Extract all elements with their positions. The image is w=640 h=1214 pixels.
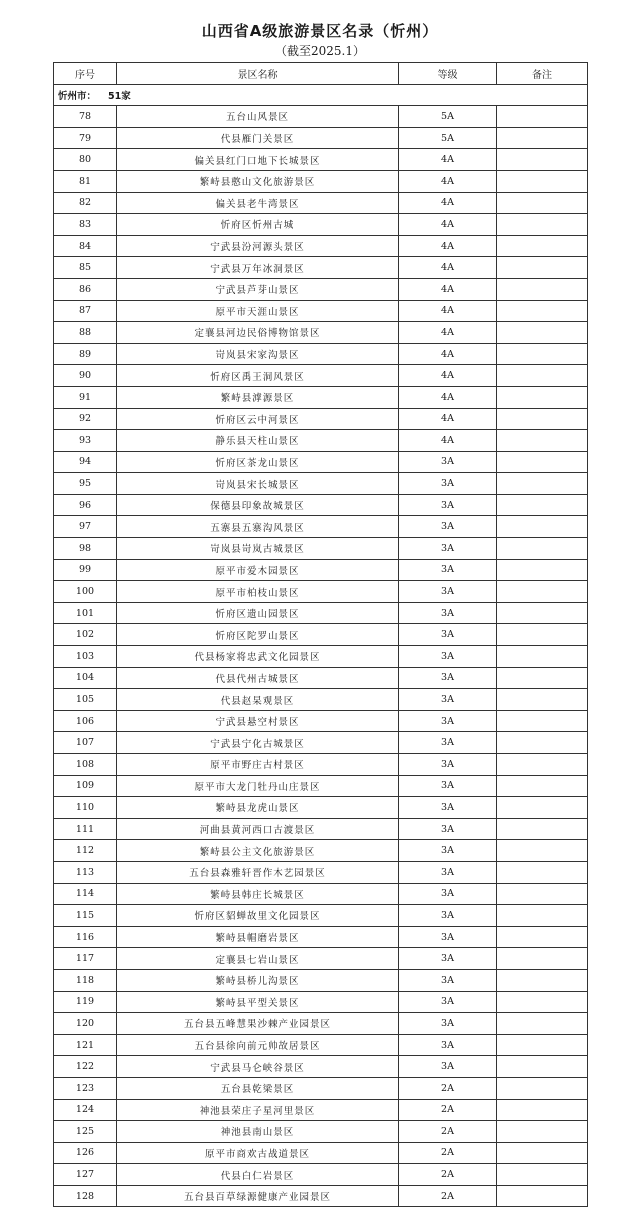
name-cell: 繁峙县公主文化旅游景区	[117, 840, 399, 862]
level-cell: 3A	[399, 581, 497, 603]
note-cell	[497, 754, 588, 776]
name-cell: 原平市柏枝山景区	[117, 581, 399, 603]
level-cell: 2A	[399, 1185, 497, 1207]
note-cell	[497, 667, 588, 689]
level-cell: 4A	[399, 214, 497, 236]
level-cell: 4A	[399, 430, 497, 452]
seq-cell: 111	[54, 818, 117, 840]
seq-cell: 89	[54, 343, 117, 365]
level-cell: 3A	[399, 1056, 497, 1078]
city-label: 忻州市：	[58, 90, 97, 102]
seq-cell: 125	[54, 1121, 117, 1143]
note-cell	[497, 300, 588, 322]
level-cell: 3A	[399, 667, 497, 689]
name-cell: 繁峙县滹源景区	[117, 386, 399, 408]
level-cell: 3A	[399, 516, 497, 538]
table-row	[54, 1034, 588, 1056]
note-cell	[497, 1013, 588, 1035]
table-row	[54, 905, 588, 927]
seq-cell: 97	[54, 516, 117, 538]
name-cell: 五台县乾梁景区	[117, 1077, 399, 1099]
name-cell: 定襄县河边民俗博物馆景区	[117, 322, 399, 344]
note-cell	[497, 710, 588, 732]
table-row	[54, 754, 588, 776]
name-cell: 定襄县七岩山景区	[117, 948, 399, 970]
table-row	[54, 214, 588, 236]
level-cell: 3A	[399, 861, 497, 883]
table-row	[54, 408, 588, 430]
name-cell: 代县雁门关景区	[117, 127, 399, 149]
seq-cell: 96	[54, 494, 117, 516]
table-row	[54, 1013, 588, 1035]
note-cell	[497, 106, 588, 128]
table-row	[54, 559, 588, 581]
level-cell: 4A	[399, 192, 497, 214]
table-row	[54, 386, 588, 408]
table-row	[54, 149, 588, 171]
seq-cell: 79	[54, 127, 117, 149]
name-cell: 神池县荣庄子星河里景区	[117, 1099, 399, 1121]
seq-cell: 109	[54, 775, 117, 797]
seq-cell: 107	[54, 732, 117, 754]
note-cell	[497, 451, 588, 473]
table-row	[54, 235, 588, 257]
name-cell: 代县赵杲观景区	[117, 689, 399, 711]
note-cell	[497, 278, 588, 300]
table-row	[54, 494, 588, 516]
header-seq: 序号	[54, 63, 117, 85]
seq-cell: 120	[54, 1013, 117, 1035]
table-row	[54, 710, 588, 732]
level-cell: 3A	[399, 926, 497, 948]
header-note: 备注	[497, 63, 588, 85]
table-header-row	[54, 63, 588, 85]
header-level: 等级	[399, 63, 497, 85]
level-cell: 2A	[399, 1099, 497, 1121]
table-row	[54, 278, 588, 300]
seq-cell: 110	[54, 797, 117, 819]
level-cell: 3A	[399, 646, 497, 668]
note-cell	[497, 624, 588, 646]
seq-cell: 101	[54, 602, 117, 624]
document-subtitle: （截至2025.1）	[275, 44, 365, 58]
level-cell: 4A	[399, 278, 497, 300]
table-row	[54, 883, 588, 905]
seq-cell: 122	[54, 1056, 117, 1078]
level-cell: 3A	[399, 559, 497, 581]
name-cell: 偏关县红门口地下长城景区	[117, 149, 399, 171]
name-cell: 原平市商欢古战道景区	[117, 1142, 399, 1164]
seq-cell: 82	[54, 192, 117, 214]
note-cell	[497, 127, 588, 149]
note-cell	[497, 905, 588, 927]
name-cell: 岢岚县宋长城景区	[117, 473, 399, 495]
name-cell: 五台县徐向前元帅故居景区	[117, 1034, 399, 1056]
table-row	[54, 516, 588, 538]
seq-cell: 118	[54, 969, 117, 991]
table-row	[54, 797, 588, 819]
table-row	[54, 624, 588, 646]
seq-cell: 104	[54, 667, 117, 689]
note-cell	[497, 494, 588, 516]
level-cell: 4A	[399, 257, 497, 279]
table-row	[54, 300, 588, 322]
level-cell: 3A	[399, 732, 497, 754]
name-cell: 宁武县马仑峡谷景区	[117, 1056, 399, 1078]
table-row	[54, 689, 588, 711]
seq-cell: 84	[54, 235, 117, 257]
name-cell: 宁武县悬空村景区	[117, 710, 399, 732]
name-cell: 宁武县汾河源头景区	[117, 235, 399, 257]
name-cell: 岢岚县宋家沟景区	[117, 343, 399, 365]
note-cell	[497, 170, 588, 192]
seq-cell: 123	[54, 1077, 117, 1099]
note-cell	[497, 386, 588, 408]
note-cell	[497, 430, 588, 452]
table-row	[54, 581, 588, 603]
table-row	[54, 861, 588, 883]
level-cell: 4A	[399, 365, 497, 387]
level-cell: 4A	[399, 170, 497, 192]
note-cell	[497, 214, 588, 236]
seq-cell: 114	[54, 883, 117, 905]
level-cell: 3A	[399, 797, 497, 819]
seq-cell: 88	[54, 322, 117, 344]
table-row	[54, 840, 588, 862]
name-cell: 岢岚县岢岚古城景区	[117, 538, 399, 560]
name-cell: 宁武县万年冰洞景区	[117, 257, 399, 279]
note-cell	[497, 473, 588, 495]
table-row	[54, 1056, 588, 1078]
name-cell: 忻府区貂蝉故里文化园景区	[117, 905, 399, 927]
level-cell: 4A	[399, 149, 497, 171]
table-row	[54, 127, 588, 149]
name-cell: 原平市野庄古村景区	[117, 754, 399, 776]
name-cell: 原平市天涯山景区	[117, 300, 399, 322]
level-cell: 3A	[399, 1034, 497, 1056]
table-row	[54, 969, 588, 991]
seq-cell: 99	[54, 559, 117, 581]
level-cell: 3A	[399, 818, 497, 840]
note-cell	[497, 1077, 588, 1099]
note-cell	[497, 559, 588, 581]
seq-cell: 105	[54, 689, 117, 711]
note-cell	[497, 689, 588, 711]
seq-cell: 102	[54, 624, 117, 646]
level-cell: 3A	[399, 883, 497, 905]
table-row	[54, 775, 588, 797]
table-row	[54, 991, 588, 1013]
name-cell: 忻府区遗山园景区	[117, 602, 399, 624]
seq-cell: 78	[54, 106, 117, 128]
note-cell	[497, 365, 588, 387]
seq-cell: 94	[54, 451, 117, 473]
level-cell: 4A	[399, 322, 497, 344]
table-row	[54, 1185, 588, 1207]
table-row	[54, 732, 588, 754]
level-cell: 4A	[399, 343, 497, 365]
seq-cell: 91	[54, 386, 117, 408]
seq-cell: 98	[54, 538, 117, 560]
level-cell: 3A	[399, 451, 497, 473]
level-cell: 4A	[399, 408, 497, 430]
name-cell: 忻府区陀罗山景区	[117, 624, 399, 646]
table-row	[54, 926, 588, 948]
note-cell	[497, 1185, 588, 1207]
name-cell: 宁武县宁化古城景区	[117, 732, 399, 754]
name-cell: 静乐县天柱山景区	[117, 430, 399, 452]
level-cell: 3A	[399, 473, 497, 495]
seq-cell: 108	[54, 754, 117, 776]
level-cell: 3A	[399, 1013, 497, 1035]
table-row	[54, 818, 588, 840]
note-cell	[497, 1142, 588, 1164]
note-cell	[497, 948, 588, 970]
note-cell	[497, 408, 588, 430]
name-cell: 代县白仁岩景区	[117, 1164, 399, 1186]
seq-cell: 117	[54, 948, 117, 970]
seq-cell: 103	[54, 646, 117, 668]
table-row	[54, 538, 588, 560]
header-name: 景区名称	[117, 63, 399, 85]
name-cell: 忻府区云中河景区	[117, 408, 399, 430]
level-cell: 3A	[399, 538, 497, 560]
level-cell: 3A	[399, 494, 497, 516]
table-row	[54, 473, 588, 495]
note-cell	[497, 257, 588, 279]
note-cell	[497, 646, 588, 668]
name-cell: 繁峙县帽磨岩景区	[117, 926, 399, 948]
note-cell	[497, 322, 588, 344]
table-row	[54, 602, 588, 624]
seq-cell: 115	[54, 905, 117, 927]
seq-cell: 92	[54, 408, 117, 430]
table-row	[54, 1077, 588, 1099]
table-row	[54, 451, 588, 473]
level-cell: 3A	[399, 624, 497, 646]
note-cell	[497, 149, 588, 171]
level-cell: 2A	[399, 1164, 497, 1186]
name-cell: 原平市爱木园景区	[117, 559, 399, 581]
seq-cell: 127	[54, 1164, 117, 1186]
seq-cell: 86	[54, 278, 117, 300]
level-cell: 3A	[399, 710, 497, 732]
level-cell: 5A	[399, 127, 497, 149]
city-row	[54, 84, 588, 106]
note-cell	[497, 818, 588, 840]
level-cell: 3A	[399, 840, 497, 862]
seq-cell: 95	[54, 473, 117, 495]
seq-cell: 124	[54, 1099, 117, 1121]
level-cell: 2A	[399, 1077, 497, 1099]
table-row	[54, 343, 588, 365]
seq-cell: 90	[54, 365, 117, 387]
name-cell: 繁峙县龙虎山景区	[117, 797, 399, 819]
note-cell	[497, 797, 588, 819]
note-cell	[497, 1034, 588, 1056]
name-cell: 繁峙县桥儿沟景区	[117, 969, 399, 991]
table-row	[54, 1099, 588, 1121]
table-row	[54, 1164, 588, 1186]
note-cell	[497, 969, 588, 991]
level-cell: 3A	[399, 602, 497, 624]
name-cell: 五寨县五寨沟风景区	[117, 516, 399, 538]
level-cell: 3A	[399, 775, 497, 797]
level-cell: 3A	[399, 969, 497, 991]
seq-cell: 126	[54, 1142, 117, 1164]
scenic-area-table	[53, 62, 588, 1207]
note-cell	[497, 538, 588, 560]
level-cell: 4A	[399, 386, 497, 408]
note-cell	[497, 861, 588, 883]
level-cell: 3A	[399, 991, 497, 1013]
name-cell: 宁武县芦芽山景区	[117, 278, 399, 300]
level-cell: 3A	[399, 948, 497, 970]
level-cell: 3A	[399, 754, 497, 776]
name-cell: 神池县南山景区	[117, 1121, 399, 1143]
note-cell	[497, 602, 588, 624]
name-cell: 繁峙县平型关景区	[117, 991, 399, 1013]
seq-cell: 85	[54, 257, 117, 279]
seq-cell: 121	[54, 1034, 117, 1056]
note-cell	[497, 991, 588, 1013]
level-cell: 3A	[399, 905, 497, 927]
note-cell	[497, 926, 588, 948]
seq-cell: 93	[54, 430, 117, 452]
seq-cell: 116	[54, 926, 117, 948]
note-cell	[497, 235, 588, 257]
level-cell: 2A	[399, 1142, 497, 1164]
name-cell: 五台县五峰慧果沙棘产业园景区	[117, 1013, 399, 1035]
name-cell: 五台县百草绿源健康产业园景区	[117, 1185, 399, 1207]
note-cell	[497, 192, 588, 214]
name-cell: 河曲县黄河西口古渡景区	[117, 818, 399, 840]
seq-cell: 83	[54, 214, 117, 236]
seq-cell: 106	[54, 710, 117, 732]
note-cell	[497, 883, 588, 905]
note-cell	[497, 516, 588, 538]
table-row	[54, 1142, 588, 1164]
table-row	[54, 646, 588, 668]
note-cell	[497, 732, 588, 754]
note-cell	[497, 840, 588, 862]
name-cell: 五台县森雅轩晋作木艺园景区	[117, 861, 399, 883]
city-count: 51家	[108, 90, 131, 102]
note-cell	[497, 343, 588, 365]
name-cell: 忻府区忻州古城	[117, 214, 399, 236]
level-cell: 2A	[399, 1121, 497, 1143]
name-cell: 繁峙县憨山文化旅游景区	[117, 170, 399, 192]
note-cell	[497, 1164, 588, 1186]
table-row	[54, 1121, 588, 1143]
table-row	[54, 257, 588, 279]
table-row	[54, 192, 588, 214]
seq-cell: 119	[54, 991, 117, 1013]
seq-cell: 80	[54, 149, 117, 171]
note-cell	[497, 1056, 588, 1078]
level-cell: 4A	[399, 235, 497, 257]
seq-cell: 113	[54, 861, 117, 883]
city-cell	[54, 84, 588, 106]
level-cell: 4A	[399, 300, 497, 322]
note-cell	[497, 1099, 588, 1121]
name-cell: 五台山风景区	[117, 106, 399, 128]
table-row	[54, 322, 588, 344]
name-cell: 代县代州古城景区	[117, 667, 399, 689]
level-cell: 5A	[399, 106, 497, 128]
name-cell: 保德县印象故城景区	[117, 494, 399, 516]
table-row	[54, 430, 588, 452]
note-cell	[497, 1121, 588, 1143]
name-cell: 忻府区禹王洞风景区	[117, 365, 399, 387]
name-cell: 偏关县老牛湾景区	[117, 192, 399, 214]
name-cell: 原平市大龙门牡丹山庄景区	[117, 775, 399, 797]
seq-cell: 128	[54, 1185, 117, 1207]
name-cell: 代县杨家将忠武文化园景区	[117, 646, 399, 668]
name-cell: 繁峙县韩庄长城景区	[117, 883, 399, 905]
document-title: 山西省A级旅游景区名录（忻州）	[201, 22, 439, 40]
seq-cell: 100	[54, 581, 117, 603]
level-cell: 3A	[399, 689, 497, 711]
note-cell	[497, 775, 588, 797]
name-cell: 忻府区茶龙山景区	[117, 451, 399, 473]
table-row	[54, 948, 588, 970]
seq-cell: 87	[54, 300, 117, 322]
table-row	[54, 365, 588, 387]
note-cell	[497, 581, 588, 603]
table-row	[54, 667, 588, 689]
table-row	[54, 170, 588, 192]
seq-cell: 81	[54, 170, 117, 192]
table-row	[54, 106, 588, 128]
seq-cell: 112	[54, 840, 117, 862]
